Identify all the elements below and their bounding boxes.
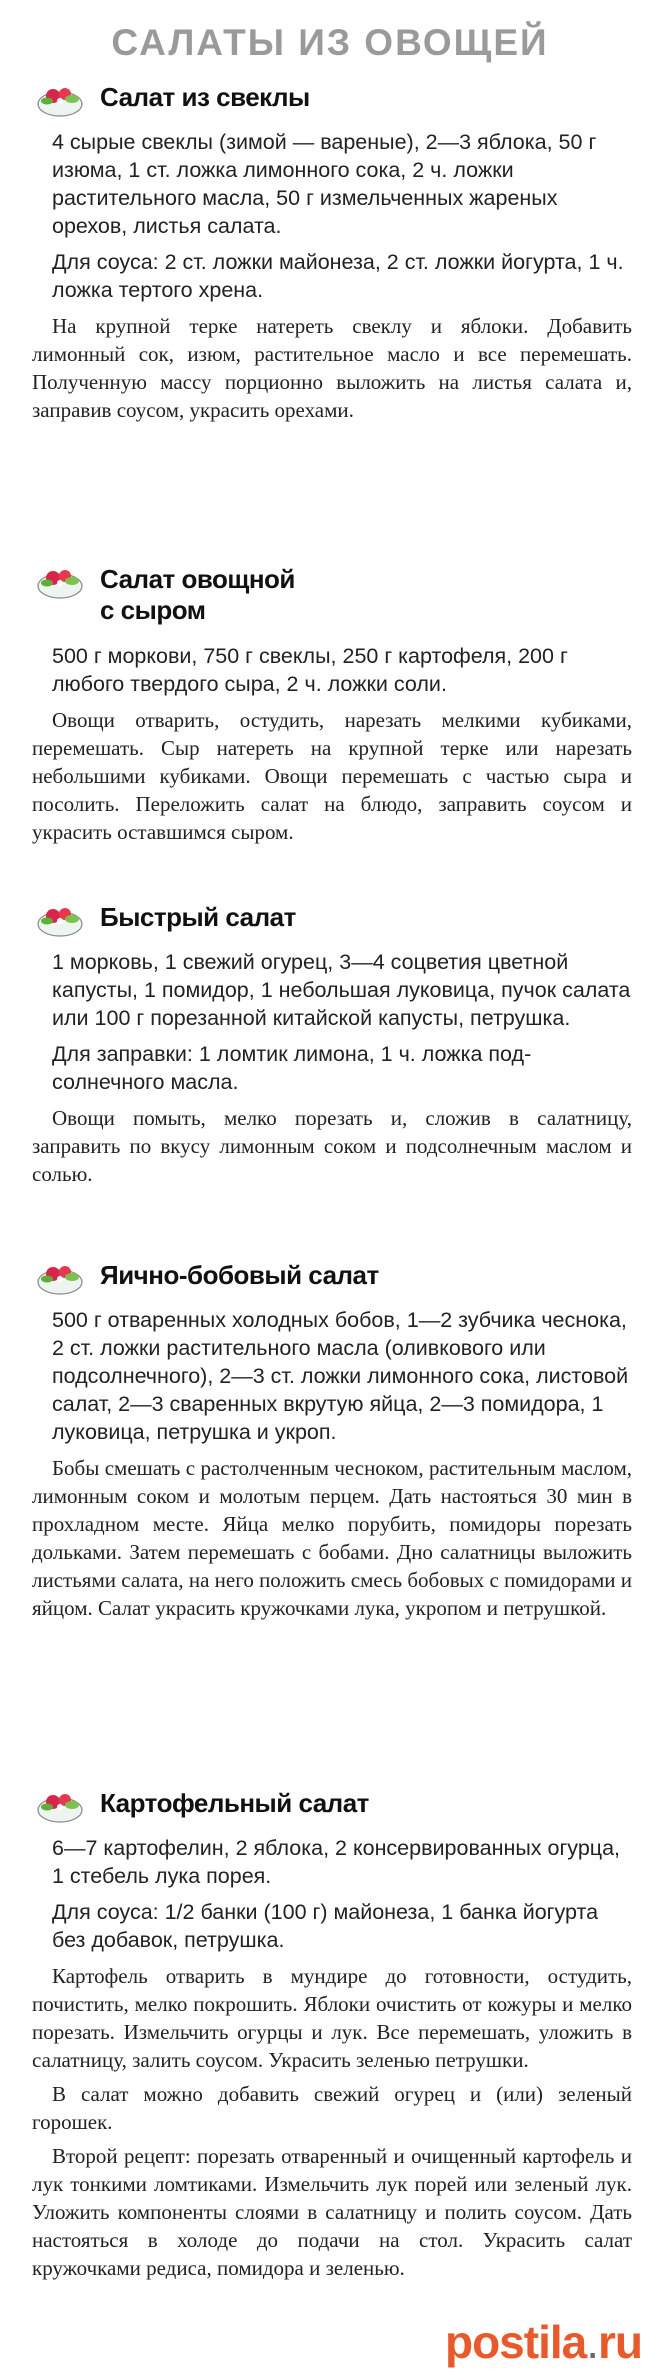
salad-bowl-icon	[36, 82, 84, 118]
salad-bowl-icon	[36, 1260, 84, 1296]
recipe-egg-bean-salad	[32, 1256, 632, 1622]
dressing-ingredients: Для заправки: 1 ломтик лимона, 1 ч. ложка подсолнечного масла.	[52, 1042, 532, 1094]
ingredients: 500 г отваренных холодных бобов, 1—2 зубчика чеснока, 2 ст. ложки растительного масла (оливкового или подсолнечного), 2—3 ст. ложки лимонного сока, листовой салат, 2—3 сваренных вкрутую яйца, 2—3 помидора, 1 луковица, петрушка и укроп.	[52, 1308, 629, 1444]
method-paragraph: Овощи отварить, остудить, нарезать мелкими кубиками, перемешать. Сыр натереть на крупной терке или нарезать небольшими кубиками. Овощи перемешать с частью сыра и посолить. Переложить салат на блюдо, заправить соусом и украсить оставшимся сыром.	[32, 708, 632, 844]
recipe-beet-salad	[32, 78, 632, 424]
recipe-header	[32, 560, 632, 632]
ingredients: 1 морковь, 1 свежий огурец, 3—4 соцветия цветной капусты, 1 помидор, 1 небольшая луковица, пучок салата или 100 г порезанной китайской капусты, петрушка.	[52, 950, 631, 1030]
method-paragraph: Овощи помыть, мелко порезать и, сложив в салатницу, заправить по вкусу лимонным соком и подсолнечным маслом и солью.	[32, 1106, 632, 1186]
recipe-vegetable-cheese-salad	[32, 560, 632, 846]
salad-bowl-icon	[36, 1788, 84, 1824]
page-title: САЛАТЫ ИЗ ОВОЩЕЙ	[111, 22, 549, 63]
recipe-title: Яично-бобовый салат	[100, 1260, 379, 1290]
ingredients: 500 г моркови, 750 г свеклы, 250 г картофеля, 200 г любого твердого сыра, 2 ч. ложки соли.	[52, 644, 568, 696]
recipe-title: Картофельный салат	[100, 1788, 369, 1818]
ingredients: 6—7 картофелин, 2 яблока, 2 консервированных огурца, 1 стебель лука порея.	[52, 1836, 621, 1888]
recipe-title: Салат из свеклы	[100, 82, 310, 112]
method-paragraph: На крупной терке натереть свеклу и яблоки. Добавить лимонный сок, изюм, растительное масло и все перемешать. Полученную массу порционно выложить на листья салата и, заправив соусом, украсить орехами.	[32, 314, 632, 422]
recipe-quick-salad	[32, 898, 632, 1188]
watermark: postila.ru	[444, 2316, 642, 2368]
recipe-title: Быстрый салат	[100, 902, 296, 932]
recipe-header	[32, 898, 632, 938]
recipe-header	[32, 78, 632, 118]
recipe-title: Салат овощной с сыром	[100, 564, 295, 625]
recipe-header	[32, 1256, 632, 1296]
salad-bowl-icon	[36, 902, 84, 938]
sauce-ingredients: Для соуса: 1/2 банки (100 г) майонеза, 1 банка йогурта без добавок, петрушка.	[52, 1900, 599, 1952]
recipe-potato-salad	[32, 1784, 632, 2282]
method-paragraph: В салат можно добавить свежий огурец и (или) зеленый горошек.	[32, 2082, 632, 2134]
method-paragraph: Второй рецепт: порезать отваренный и очищенный картофель и лук тонкими ломтиками. Измельчить лук порей или зеленый лук. Уложить компоненты слоями в салатницу и полить соусом. Дать настояться в холоде до подачи на стол. Украсить салат кружочками редиса, помидора и зеленью.	[32, 2144, 632, 2280]
ingredients: 4 сырые свеклы (зимой — вареные), 2—3 яблока, 50 г изюма, 1 ст. ложка лимонного сока, 2 ч. ложки растительного масла, 50 г измельченных жареных орехов, листья салата.	[52, 130, 597, 238]
salad-bowl-icon	[36, 564, 84, 600]
method-paragraph: Картофель отварить в мундире до готовности, остудить, почистить, мелко покрошить. Яблоки очистить от кожуры и мелко порезать. Измельчить огурцы и лук. Все перемешать, уложить в салатницу, залить соусом. Украсить зеленью петрушки.	[32, 1964, 632, 2072]
method-paragraph: Бобы смешать с растолченным чесноком, растительным маслом, лимонным соком и молотым перцем. Дать настояться 30 мин в прохладном месте. Яйца мелко порубить, помидоры порезать дольками. Затем перемешать с бобами. Дно салатницы выложить листьями салата, на него положить смесь бобовых с помидорами и яйцом. Салат украсить кружочками лука, укропом и петрушкой.	[32, 1456, 632, 1620]
recipe-header	[32, 1784, 632, 1824]
sauce-ingredients: Для соуса: 2 ст. ложки майонеза, 2 ст. ложки йогурта, 1 ч. ложка тертого хрена.	[52, 250, 624, 302]
